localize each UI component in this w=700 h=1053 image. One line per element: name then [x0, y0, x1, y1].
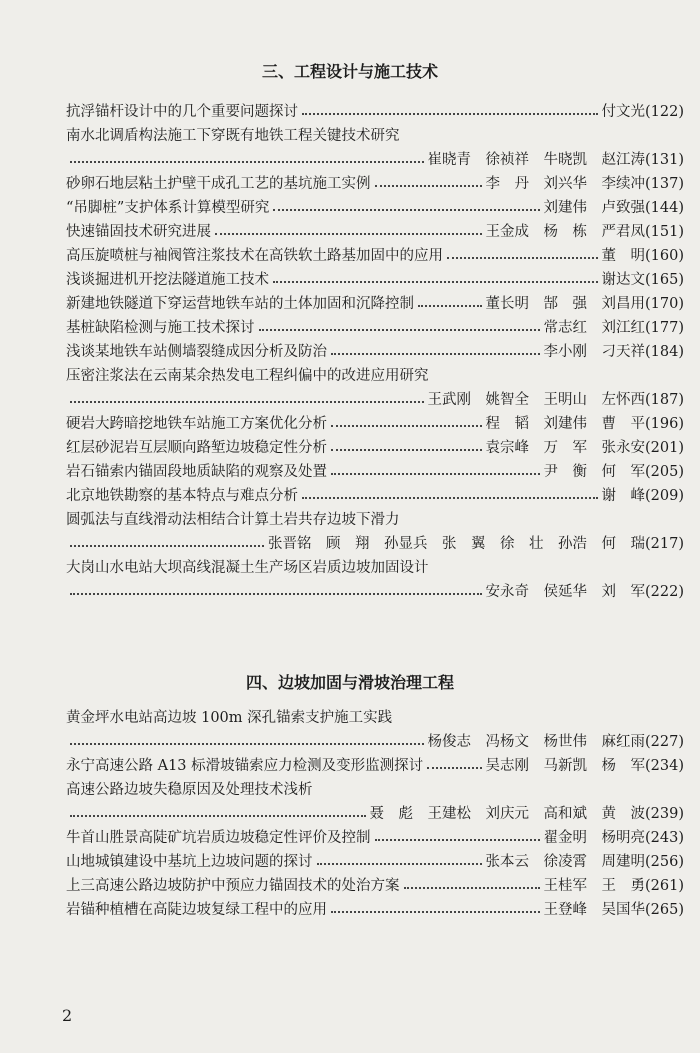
toc-entry-title: 南水北调盾构法施工下穿既有地铁工程关键技术研究	[66, 128, 400, 144]
toc-entry-title: 牛首山胜景高陡矿坑岩质边坡稳定性评价及控制	[66, 830, 371, 846]
toc-entry-title: 硬岩大跨暗挖地铁车站施工方案优化分析	[66, 416, 327, 432]
toc-entry	[66, 316, 684, 340]
toc-entry	[66, 532, 684, 556]
toc-entry	[66, 898, 684, 922]
toc-entry	[66, 412, 684, 436]
toc-entry	[66, 124, 684, 148]
toc-entry-authors: 付文光(122)	[601, 104, 684, 120]
toc-entry-title: 红层砂泥岩互层顺向路堑边坡稳定性分析	[66, 440, 327, 456]
toc-entry-title: “吊脚桩”支护体系计算模型研究	[66, 200, 270, 216]
toc-entry-authors: 常志红 刘江红(177)	[543, 320, 684, 336]
toc-entry-authors: 杨俊志 冯杨文 杨世伟 麻红雨(227)	[427, 734, 684, 750]
toc-entry-title: 压密注浆法在云南某余热发电工程纠偏中的改进应用研究	[66, 368, 429, 384]
toc-entry-authors: 李小刚 刁天祥(184)	[543, 344, 684, 360]
toc-entry	[66, 340, 684, 364]
toc-entry-authors: 王武刚 姚智全 王明山 左怀西(187)	[427, 392, 684, 408]
toc-entry-title: 快速锚固技术研究进展	[66, 224, 211, 240]
toc-entry-title: 新建地铁隧道下穿运营地铁车站的土体加固和沉降控制	[66, 296, 414, 312]
toc-entry-title: 浅谈掘进机开挖法隧道施工技术	[66, 272, 269, 288]
toc-entry	[66, 826, 684, 850]
toc-entry-authors: 程 韬 刘建伟 曹 平(196)	[485, 416, 684, 432]
toc-entry-authors: 吴志刚 马新凯 杨 军(234)	[485, 758, 684, 774]
dot-leader	[273, 279, 598, 283]
dot-leader	[70, 543, 264, 547]
toc-entry-authors: 王桂军 王 勇(261)	[543, 878, 684, 894]
dot-leader	[404, 885, 540, 889]
toc-entry-title: 基桩缺陷检测与施工技术探讨	[66, 320, 255, 336]
toc-entry-authors: 董 明(160)	[601, 248, 684, 264]
toc-entry	[66, 754, 684, 778]
toc-entry	[66, 850, 684, 874]
toc-entry-authors: 王金成 杨 栋 严君凤(151)	[485, 224, 684, 240]
toc-entry-title: 上三高速公路边坡防护中预应力锚固技术的处治方案	[66, 878, 400, 894]
dot-leader	[70, 159, 424, 163]
toc-entry-title: 高压旋喷桩与袖阀管注浆技术在高铁软土路基加固中的应用	[66, 248, 443, 264]
toc-entry	[66, 460, 684, 484]
toc-entry	[66, 148, 684, 172]
toc-entry-authors: 张本云 徐凌霄 周建明(256)	[485, 854, 684, 870]
toc-entry	[66, 706, 684, 730]
toc-entry-title: 圆弧法与直线滑动法相结合计算土岩共存边坡下滑力	[66, 512, 400, 528]
toc-entry-authors: 谢达文(165)	[601, 272, 684, 288]
toc-entry	[66, 364, 684, 388]
dot-leader	[331, 471, 540, 475]
dot-leader	[259, 327, 540, 331]
toc-entry-title: 抗浮锚杆设计中的几个重要问题探讨	[66, 104, 298, 120]
toc-entry	[66, 172, 684, 196]
toc-entry-title: 大岗山水电站大坝高线混凝土生产场区岩质边坡加固设计	[66, 560, 429, 576]
toc-entry	[66, 508, 684, 532]
toc-entry-authors: 袁宗峰 万 军 张永安(201)	[485, 440, 684, 456]
toc-entry-authors: 谢 峰(209)	[601, 488, 684, 504]
dot-leader	[418, 303, 482, 307]
dot-leader	[215, 231, 482, 235]
dot-leader	[302, 111, 598, 115]
toc-entry-authors: 董长明 郜 强 刘昌用(170)	[485, 296, 684, 312]
toc-entry	[66, 484, 684, 508]
toc-entry-title: 北京地铁勘察的基本特点与难点分析	[66, 488, 298, 504]
toc-entry	[66, 220, 684, 244]
toc-entry-authors: 刘建伟 卢致强(144)	[543, 200, 684, 216]
dot-leader	[447, 255, 598, 259]
dot-leader	[375, 183, 482, 187]
toc-entry-title: 黄金坪水电站高边坡 100m 深孔锚索支护施工实践	[66, 710, 393, 726]
dot-leader	[331, 423, 482, 427]
dot-leader	[317, 861, 482, 865]
toc-entry	[66, 580, 684, 604]
dot-leader	[70, 591, 482, 595]
toc-entry-title: 永宁高速公路 A13 标滑坡锚索应力检测及变形监测探讨	[66, 758, 424, 774]
dot-leader	[302, 495, 598, 499]
toc-entry-authors: 翟金明 杨明亮(243)	[543, 830, 684, 846]
toc-entry	[66, 436, 684, 460]
toc-entry-title: 岩锚种植槽在高陡边坡复绿工程中的应用	[66, 902, 327, 918]
page-number: 2	[62, 1006, 73, 1025]
toc-entry	[66, 778, 684, 802]
toc-entry	[66, 802, 684, 826]
toc-entry-title: 高速公路边坡失稳原因及处理技术浅析	[66, 782, 313, 798]
dot-leader	[273, 207, 539, 211]
toc-entry-authors: 聂 彪 王建松 刘庆元 高和斌 黄 波(239)	[369, 806, 684, 822]
toc-entry-authors: 李 丹 刘兴华 李续冲(137)	[485, 176, 684, 192]
toc-entry	[66, 196, 684, 220]
toc-entry	[66, 292, 684, 316]
dot-leader	[70, 399, 424, 403]
toc-entry-authors: 崔晓青 徐祯祥 牛晓凯 赵江涛(131)	[427, 152, 684, 168]
toc-entry	[66, 268, 684, 292]
dot-leader	[331, 909, 540, 913]
toc-entry	[66, 388, 684, 412]
dot-leader	[331, 351, 540, 355]
dot-leader	[331, 447, 482, 451]
toc-entry-title: 浅谈某地铁车站侧墙裂缝成因分析及防治	[66, 344, 327, 360]
dot-leader	[427, 765, 481, 769]
toc-entry-title: 砂卵石地层粘土护壁干成孔工艺的基坑施工实例	[66, 176, 371, 192]
toc-entry-authors: 尹 衡 何 军(205)	[543, 464, 684, 480]
section-title-3: 三、工程设计与施工技术	[261, 62, 438, 81]
toc-entry	[66, 100, 684, 124]
dot-leader	[70, 813, 366, 817]
toc-entry-authors: 王登峰 吴国华(265)	[543, 902, 684, 918]
toc-entry-title: 山地城镇建设中基坑上边坡问题的探讨	[66, 854, 313, 870]
toc-entry	[66, 730, 684, 754]
toc-entry	[66, 244, 684, 268]
toc-entry-authors: 安永奇 侯延华 刘 军(222)	[485, 584, 684, 600]
toc-entry-authors: 张晋铭 顾 翔 孙显兵 张 翼 徐 壮 孙浩 何 瑞(217)	[268, 536, 684, 552]
toc-entry	[66, 874, 684, 898]
toc-entry-title: 岩石锚索内锚固段地质缺陷的观察及处置	[66, 464, 327, 480]
dot-leader	[375, 837, 540, 841]
toc-entry	[66, 556, 684, 580]
dot-leader	[70, 741, 424, 745]
section-title-4: 四、边坡加固与滑坡治理工程	[245, 673, 454, 692]
